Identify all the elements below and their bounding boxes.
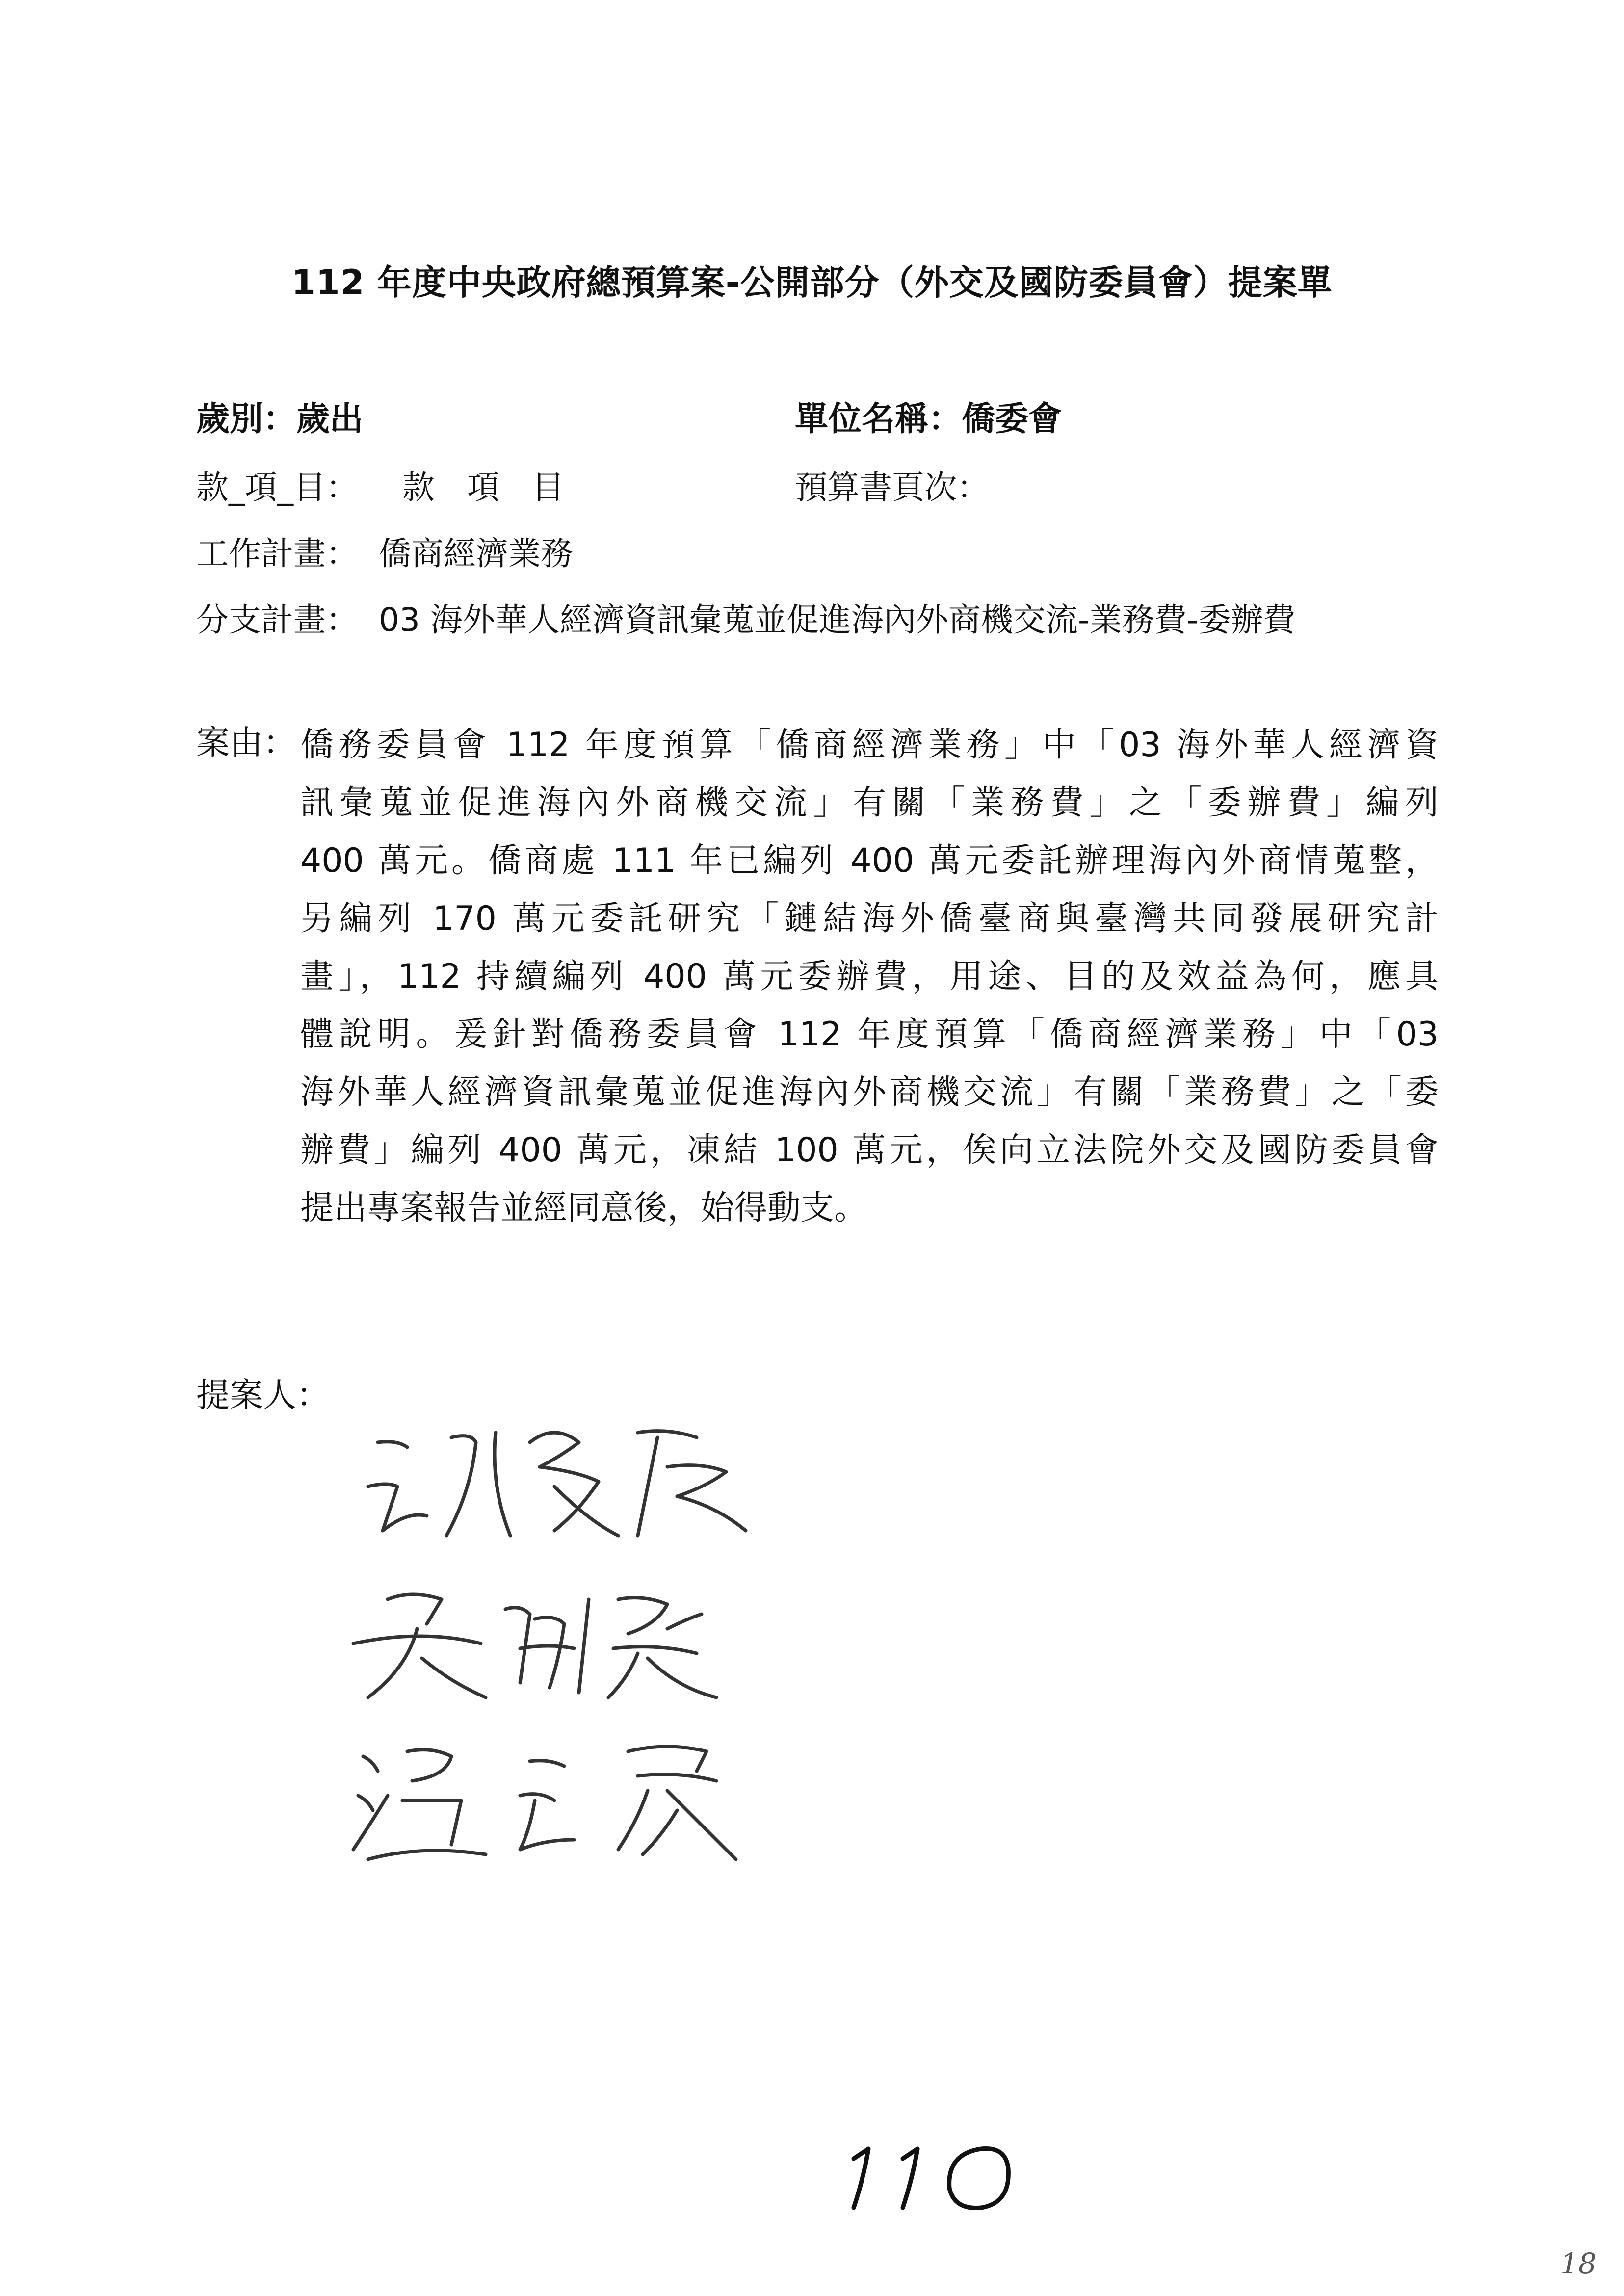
sub-plan-row — [196, 594, 1296, 640]
kuan-xiang-mu-value: 款 項 目 — [402, 469, 564, 506]
reason-label: 案由： — [196, 724, 297, 762]
kuan-xiang-mu-label: 款_項_目： — [196, 469, 358, 506]
work-plan-label: 工作計畫： — [196, 535, 358, 573]
reason-line: 體說明。爰針對僑務委員會 112 年度預算「僑商經濟業務」中「03 — [300, 1015, 1439, 1054]
sub-plan-value: 03 海外華人經濟資訊彙蒐並促進海內外商機交流-業務費-委辦費 — [378, 601, 1296, 639]
document-title: 112 年度中央政府總預算案-公開部分（外交及國防委員會）提案單 — [291, 262, 1333, 303]
reason-body — [300, 716, 1439, 1237]
handwritten-page-number — [834, 2129, 1060, 2218]
reason-line: 400 萬元。僑商處 111 年已編列 400 萬元委託辦理海內外商情蒐整， — [300, 841, 1439, 880]
reason-line: 另編列 170 萬元委託研究「鏈結海外僑臺商與臺灣共同發展研究計 — [300, 899, 1439, 938]
kuan-xiang-mu-row — [196, 461, 564, 508]
work-plan-value: 僑商經濟業務 — [378, 535, 573, 573]
unit-name-field: 單位名稱：僑委會 — [795, 400, 1062, 439]
reason-line: 訊彙蒐並促進海內外商機交流」有關「業務費」之「委辦費」編列 — [300, 783, 1439, 822]
reason-line: 辦費」編列 400 萬元，凍結 100 萬元，俟向立法院外交及國防委員會 — [300, 1131, 1439, 1170]
sub-plan-label: 分支計畫： — [196, 601, 358, 639]
reason-line: 提出專案報告並經同意後，始得動支。 — [300, 1189, 868, 1227]
signature-2 — [324, 1570, 795, 1717]
category-field: 歲別：歲出 — [196, 400, 364, 439]
signature-3 — [324, 1722, 795, 1869]
work-plan-row — [196, 527, 573, 574]
budget-page-ref: 預算書頁次： — [795, 469, 989, 506]
reason-line: 海外華人經濟資訊彙蒐並促進海內外商機交流」有關「業務費」之「委 — [300, 1073, 1439, 1112]
reason-line: 畫」，112 持續編列 400 萬元委辦費，用途、目的及效益為何，應具 — [300, 957, 1439, 996]
reason-line: 僑務委員會 112 年度預算「僑商經濟業務」中「03 海外華人經濟資 — [300, 726, 1439, 764]
proposer-label: 提案人： — [196, 1376, 330, 1415]
signature-1 — [324, 1413, 795, 1560]
corner-page-number: 18 — [1560, 2247, 1597, 2280]
